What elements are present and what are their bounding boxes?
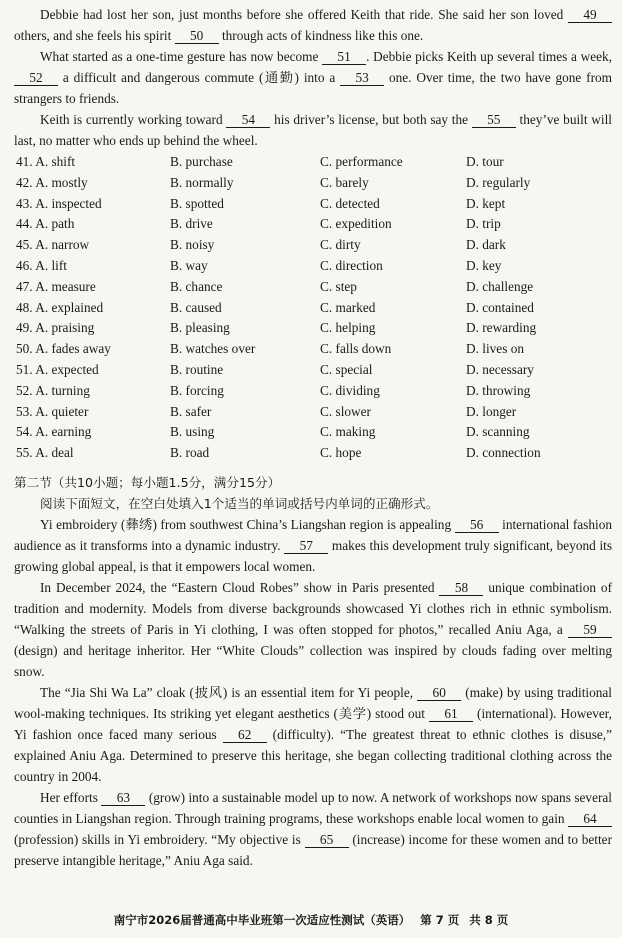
option-d[interactable]: D. rewarding: [466, 320, 537, 336]
option-c[interactable]: C. making: [320, 424, 376, 440]
text-run: unique combination of tradition and modernity. Models from diverse backgrounds showcased Yi clothes rich in ethnic symbolism. “Walking the streets of Paris in Yi clothing, I was often stopped for photos,” recalled Aniu Aga, a: [14, 579, 612, 637]
question-option-a[interactable]: 51. A. expected: [16, 361, 99, 377]
text-run: (difficulty). “The greatest threat to ethnic clothes is disuse,” explained Aniu Aga. Determined to preserve this heritage, she began collecting traditional clothing across the country in 2004.: [14, 726, 612, 784]
passage2-paragraph: [14, 787, 612, 871]
option-c[interactable]: C. performance: [320, 154, 403, 169]
footer-title: 南宁市2026届普通高中毕业班第一次适应性测试（英语）: [113, 913, 411, 927]
question-option-a[interactable]: 55. A. deal: [16, 445, 74, 461]
option-row: [16, 235, 606, 256]
option-row: [16, 152, 606, 173]
option-c[interactable]: C. direction: [320, 257, 383, 273]
option-b[interactable]: B. chance: [170, 278, 223, 294]
passage1-paragraph: [14, 4, 612, 46]
text-run: . Debbie picks Keith up several times a week,: [366, 49, 612, 64]
option-row: [16, 360, 606, 381]
text-run: (grow) into a sustainable model up to now. A network of workshops now spans several counties in Liangshan region. Through training programs, these workshops enable local women to gain: [14, 789, 612, 826]
answer-blank-54[interactable]: 54: [226, 113, 270, 128]
option-row: [16, 256, 606, 277]
text-run: Yi embroidery (彝绣) from southwest China’s Liangshan region is appealing: [40, 516, 455, 532]
option-row: [16, 443, 606, 464]
option-row: [16, 422, 606, 443]
question-option-a[interactable]: 50. A. fades away: [16, 341, 111, 357]
option-c[interactable]: C. helping: [320, 320, 376, 336]
text-run: Her efforts: [40, 789, 102, 805]
option-row: [16, 214, 606, 235]
option-d[interactable]: D. dark: [466, 237, 506, 253]
option-row: [16, 194, 606, 215]
answer-blank-62[interactable]: 62: [223, 728, 267, 743]
option-d[interactable]: D. necessary: [466, 361, 534, 377]
option-b[interactable]: B. noisy: [170, 237, 215, 253]
option-b[interactable]: B. forcing: [170, 382, 224, 398]
option-c[interactable]: C. step: [320, 278, 357, 294]
option-d[interactable]: D. contained: [466, 299, 534, 315]
option-b[interactable]: B. drive: [170, 216, 213, 232]
option-d[interactable]: D. connection: [466, 445, 541, 461]
option-c[interactable]: C. dirty: [320, 237, 361, 253]
passage1-paragraph: [14, 46, 612, 109]
option-d[interactable]: D. longer: [466, 403, 517, 419]
footer-page-number: 第 7 页: [420, 913, 460, 927]
option-row: [16, 381, 606, 402]
option-b[interactable]: B. safer: [170, 403, 212, 419]
question-option-a[interactable]: 45. A. narrow: [16, 237, 90, 253]
passage2-paragraph: [14, 682, 612, 787]
option-b[interactable]: B. spotted: [170, 195, 224, 211]
answer-blank-64[interactable]: 64: [568, 812, 612, 827]
answer-blank-49[interactable]: 49: [568, 8, 612, 23]
text-run: through acts of kindness like this one.: [218, 28, 424, 43]
answer-blank-51[interactable]: 51: [322, 50, 366, 65]
option-row: [16, 318, 606, 339]
option-b[interactable]: B. using: [170, 424, 215, 440]
option-row: [16, 298, 606, 319]
passage2-paragraph: [14, 514, 612, 577]
question-option-a[interactable]: 52. A. turning: [16, 382, 90, 398]
option-d[interactable]: D. trip: [466, 216, 501, 232]
option-d[interactable]: D. regularly: [466, 174, 531, 190]
question-option-a[interactable]: 46. A. lift: [16, 257, 67, 273]
text-run: (international). However, Yi fashion once faced many serious: [14, 705, 612, 742]
answer-blank-60[interactable]: 60: [417, 686, 461, 701]
page-footer: [0, 912, 622, 928]
option-b[interactable]: B. pleasing: [170, 320, 230, 336]
text-run: What started as a one-time gesture has now become: [40, 49, 323, 64]
option-b[interactable]: B. routine: [170, 361, 224, 377]
option-b[interactable]: B. road: [170, 445, 210, 461]
options-table: [16, 152, 606, 464]
option-b[interactable]: B. caused: [170, 299, 222, 315]
question-option-a[interactable]: 47. A. measure: [16, 278, 96, 294]
option-c[interactable]: C. special: [320, 361, 373, 377]
text-run: others, and she feels his spirit: [14, 28, 175, 43]
option-d[interactable]: D. kept: [466, 195, 506, 211]
question-option-a[interactable]: 54. A. earning: [16, 424, 92, 440]
text-run: (make) by using traditional wool-making techniques. Its striking yet elegant aesthetics (美学) stood out: [14, 684, 612, 721]
option-c[interactable]: C. marked: [320, 299, 376, 315]
answer-blank-59[interactable]: 59: [568, 623, 612, 638]
option-b[interactable]: B. way: [170, 257, 208, 273]
text-run: one. Over time, the two have gone from strangers to friends.: [14, 70, 612, 106]
answer-blank-65[interactable]: 65: [305, 833, 349, 848]
option-d[interactable]: D. challenge: [466, 278, 534, 294]
option-d[interactable]: D. tour: [466, 154, 504, 169]
question-option-a[interactable]: 42. A. mostly: [16, 174, 88, 190]
option-row: [16, 339, 606, 360]
text-run: Keith is currently working toward: [40, 112, 227, 127]
text-run: makes this development truly significant, beyond its growing global appeal, is that it empowers local women.: [14, 537, 613, 574]
reading-passage-cloze: [14, 4, 612, 151]
passage2-paragraph: [14, 577, 612, 682]
question-option-a[interactable]: 41. A. shift: [16, 154, 76, 169]
text-run: In December 2024, the “Eastern Cloud Robes” show in Paris presented: [40, 579, 440, 595]
option-b[interactable]: B. normally: [170, 174, 234, 190]
answer-blank-52[interactable]: 52: [14, 71, 58, 86]
text-run: (design) and heritage inheritor. Her “White Clouds” collection was inspired by clouds fading over melting snow.: [14, 642, 612, 679]
option-row: [16, 402, 606, 423]
text-run: The “Jia Shi Wa La” cloak (披风) is an essential item for Yi people,: [40, 684, 418, 700]
option-b[interactable]: B. watches over: [170, 341, 256, 357]
option-c[interactable]: C. dividing: [320, 382, 380, 398]
option-d[interactable]: D. scanning: [466, 424, 530, 440]
answer-blank-57[interactable]: 57: [284, 539, 328, 554]
question-option-a[interactable]: 43. A. inspected: [16, 195, 102, 211]
answer-blank-50[interactable]: 50: [175, 29, 219, 44]
option-c[interactable]: C. falls down: [320, 341, 392, 357]
answer-blank-53[interactable]: 53: [340, 71, 384, 86]
question-option-a[interactable]: 53. A. quieter: [16, 403, 89, 419]
option-c[interactable]: C. hope: [320, 445, 362, 461]
question-option-a[interactable]: 44. A. path: [16, 216, 75, 232]
question-option-a[interactable]: 48. A. explained: [16, 299, 104, 315]
answer-blank-61[interactable]: 61: [429, 707, 473, 722]
answer-blank-58[interactable]: 58: [439, 581, 483, 596]
option-c[interactable]: C. detected: [320, 195, 380, 211]
option-d[interactable]: D. key: [466, 257, 502, 273]
option-b[interactable]: B. purchase: [170, 154, 233, 169]
option-d[interactable]: D. throwing: [466, 382, 531, 398]
text-run: Debbie had lost her son, just months before she offered Keith that ride. She said her son loved: [40, 7, 568, 22]
option-c[interactable]: C. expedition: [320, 216, 392, 232]
option-row: [16, 277, 606, 298]
option-c[interactable]: C. slower: [320, 403, 371, 419]
text-run: international fashion audience as it transforms into a dynamic industry.: [14, 516, 612, 553]
text-run: (increase) income for these women and to better preserve intangible heritage,” Aniu Aga said.: [14, 831, 612, 868]
text-run: (profession) skills in Yi embroidery. “My objective is: [14, 831, 305, 847]
answer-blank-56[interactable]: 56: [455, 518, 499, 533]
option-row: [16, 173, 606, 194]
option-d[interactable]: D. lives on: [466, 341, 524, 357]
section-2-instruction: 阅读下面短文，在空白处填入1个适当的单词或括号内单词的正确形式。: [40, 495, 439, 511]
passage1-paragraph: [14, 109, 612, 151]
question-option-a[interactable]: 49. A. praising: [16, 320, 95, 336]
answer-blank-63[interactable]: 63: [101, 791, 145, 806]
section-2-heading: 第二节（共10小题；每小题1.5分，满分15分）: [14, 474, 281, 490]
reading-passage-fill-in: [14, 514, 612, 871]
text-run: a difficult and dangerous commute (通勤) into a: [58, 70, 341, 85]
text-run: they’ve built will last, no matter who ends up behind the wheel.: [14, 112, 612, 148]
text-run: his driver’s license, but both say the: [270, 112, 472, 127]
footer-total-pages: 共 8 页: [469, 913, 509, 927]
answer-blank-55[interactable]: 55: [472, 113, 516, 128]
option-c[interactable]: C. barely: [320, 174, 369, 190]
